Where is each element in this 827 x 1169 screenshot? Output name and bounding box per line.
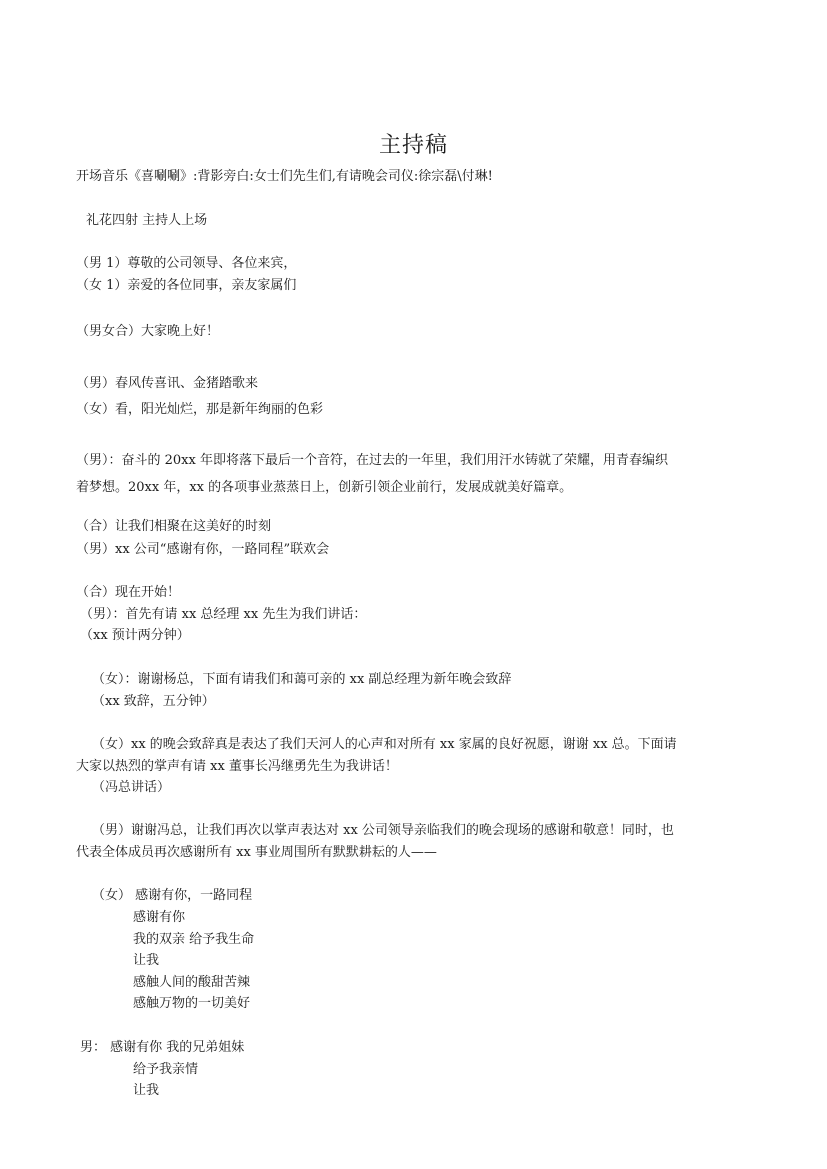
text-line: 感触万物的一切美好 bbox=[133, 996, 251, 1011]
text-line: （男）xx 公司“感谢有你，一路同程”联欢会 bbox=[76, 542, 330, 557]
text-line: （合）现在开始！ bbox=[76, 585, 181, 600]
text-line: 让我 bbox=[133, 1083, 160, 1098]
text-line: 大家以热烈的掌声有请 xx 董事长冯继勇先生为我讲话！ bbox=[76, 759, 398, 774]
document-title: 主持稿 bbox=[378, 133, 448, 158]
text-line: （男 1）尊敬的公司领导、各位来宾， bbox=[76, 256, 297, 271]
text-line: （xx 致辞，五分钟） bbox=[92, 694, 215, 709]
text-line: （女）看，阳光灿烂，那是新年绚丽的色彩 bbox=[76, 402, 324, 417]
text-line: 让我 bbox=[133, 953, 160, 968]
text-line: 感触人间的酸甜苦辣 bbox=[133, 975, 251, 990]
text-line: （男女合）大家晚上好！ bbox=[76, 324, 220, 339]
text-line: （女 1）亲爱的各位同事，亲友家属们 bbox=[76, 278, 297, 293]
text-line: （合）让我们相聚在这美好的时刻 bbox=[76, 519, 272, 534]
text-line: （xx 预计两分钟） bbox=[80, 628, 190, 643]
text-line: 代表全体成员再次感谢所有 xx 事业周围所有默默耕耘的人—— bbox=[76, 845, 437, 860]
text-line: （女） 感谢有你，一路同程 bbox=[92, 888, 253, 903]
text-line: 礼花四射 主持人上场 bbox=[86, 213, 208, 228]
text-line: （男）谢谢冯总，让我们再次以掌声表达对 xx 公司领导亲临我们的晚会现场的感谢和敬意！同时，也 bbox=[92, 823, 674, 838]
text-line: 感谢有你 bbox=[133, 910, 186, 925]
text-line: 我的双亲 给予我生命 bbox=[133, 932, 255, 947]
text-line: （女）xx 的晚会致辞真是表达了我们天河人的心声和对所有 xx 家属的良好祝愿，谢谢 xx 总。下面请 bbox=[92, 737, 677, 752]
text-line: （冯总讲话） bbox=[92, 780, 171, 795]
text-line: 着梦想。20xx 年，xx 的各项事业蒸蒸日上，创新引领企业前行，发展成就美好篇章。 bbox=[76, 480, 573, 495]
text-line: （女）：谢谢杨总，下面有请我们和蔼可亲的 xx 副总经理为新年晚会致辞 bbox=[92, 672, 512, 687]
text-line: 男： 感谢有你 我的兄弟姐妹 bbox=[80, 1040, 245, 1055]
text-line: （男）春风传喜讯、金猪踏歌来 bbox=[76, 376, 259, 391]
text-line: 开场音乐《喜唰唰》:背影旁白:女士们先生们,有请晚会司仪:徐宗磊\付琳! bbox=[76, 169, 493, 184]
text-line: （男）：奋斗的 20xx 年即将落下最后一个音符，在过去的一年里，我们用汗水铸就了荣耀，用青春编织 bbox=[76, 453, 668, 468]
text-line: （男）：首先有请 xx 总经理 xx 先生为我们讲话： bbox=[80, 607, 367, 622]
text-line: 给予我亲情 bbox=[133, 1062, 199, 1077]
